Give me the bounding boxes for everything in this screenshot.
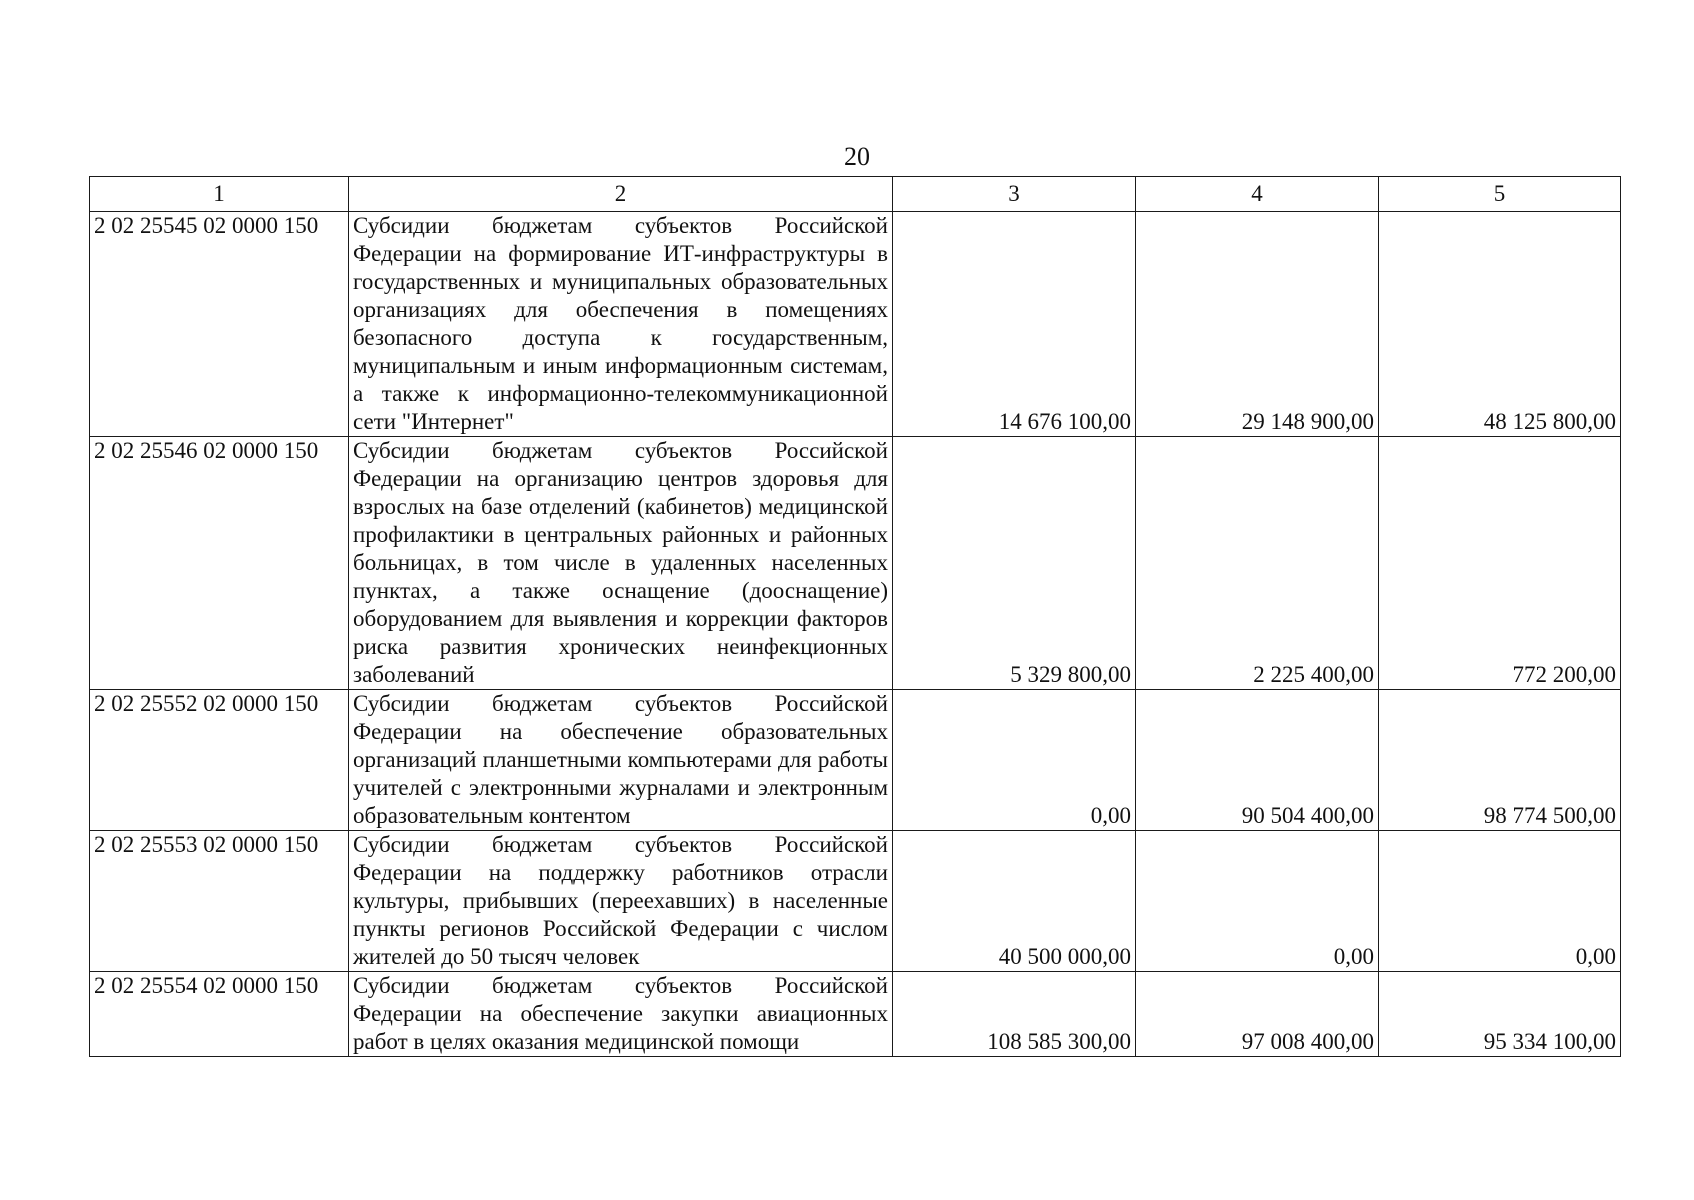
amount-col3: 14 676 100,00 xyxy=(893,212,1136,437)
amount-col5: 0,00 xyxy=(1379,831,1621,972)
subsidy-description: Субсидии бюджетам субъектов Российской Федерации на поддержку работников отрасли культуры, прибывших (переехавших) в населенные пункты регионов Российской Федерации с числом жителей до 50 тысяч человек xyxy=(349,831,893,972)
column-header-5: 5 xyxy=(1379,177,1621,212)
amount-col4: 90 504 400,00 xyxy=(1136,690,1379,831)
budget-code: 2 02 25553 02 0000 150 xyxy=(90,831,349,972)
column-header-4: 4 xyxy=(1136,177,1379,212)
table-row xyxy=(90,437,1621,690)
budget-code: 2 02 25546 02 0000 150 xyxy=(90,437,349,690)
amount-col3: 108 585 300,00 xyxy=(893,972,1136,1057)
amount-col4: 97 008 400,00 xyxy=(1136,972,1379,1057)
amount-col5: 98 774 500,00 xyxy=(1379,690,1621,831)
subsidy-description: Субсидии бюджетам субъектов Российской Федерации на обеспечение образовательных организаций планшетными компьютерами для работы учителей с электронными журналами и электронным образовательным контентом xyxy=(349,690,893,831)
amount-col5: 48 125 800,00 xyxy=(1379,212,1621,437)
amount-col4: 0,00 xyxy=(1136,831,1379,972)
budget-table xyxy=(89,176,1621,1057)
amount-col3: 0,00 xyxy=(893,690,1136,831)
column-header-2: 2 xyxy=(349,177,893,212)
table-header-row xyxy=(90,177,1621,212)
amount-col5: 95 334 100,00 xyxy=(1379,972,1621,1057)
table-row xyxy=(90,972,1621,1057)
amount-col3: 5 329 800,00 xyxy=(893,437,1136,690)
subsidy-description: Субсидии бюджетам субъектов Российской Федерации на обеспечение закупки авиационных работ в целях оказания медицинской помощи xyxy=(349,972,893,1057)
budget-code: 2 02 25552 02 0000 150 xyxy=(90,690,349,831)
column-header-1: 1 xyxy=(90,177,349,212)
budget-code: 2 02 25545 02 0000 150 xyxy=(90,212,349,437)
column-header-3: 3 xyxy=(893,177,1136,212)
table-row xyxy=(90,690,1621,831)
amount-col4: 29 148 900,00 xyxy=(1136,212,1379,437)
amount-col3: 40 500 000,00 xyxy=(893,831,1136,972)
budget-code: 2 02 25554 02 0000 150 xyxy=(90,972,349,1057)
amount-col5: 772 200,00 xyxy=(1379,437,1621,690)
subsidy-description: Субсидии бюджетам субъектов Российской Федерации на формирование ИТ-инфраструктуры в государственных и муниципальных образовательных организациях для обеспечения в помещениях безопасного доступа к государственным, муниципальным и иным информационным системам, а также к информационно-телекоммуникационной сети "Интернет" xyxy=(349,212,893,437)
table-row xyxy=(90,212,1621,437)
table-row xyxy=(90,831,1621,972)
page-number: 20 xyxy=(844,142,870,171)
amount-col4: 2 225 400,00 xyxy=(1136,437,1379,690)
subsidy-description: Субсидии бюджетам субъектов Российской Федерации на организацию центров здоровья для взрослых на базе отделений (кабинетов) медицинской профилактики в центральных районных и районных больницах, в том числе в удаленных населенных пунктах, а также оснащение (дооснащение) оборудованием для выявления и коррекции факторов риска развития хронических неинфекционных заболеваний xyxy=(349,437,893,690)
